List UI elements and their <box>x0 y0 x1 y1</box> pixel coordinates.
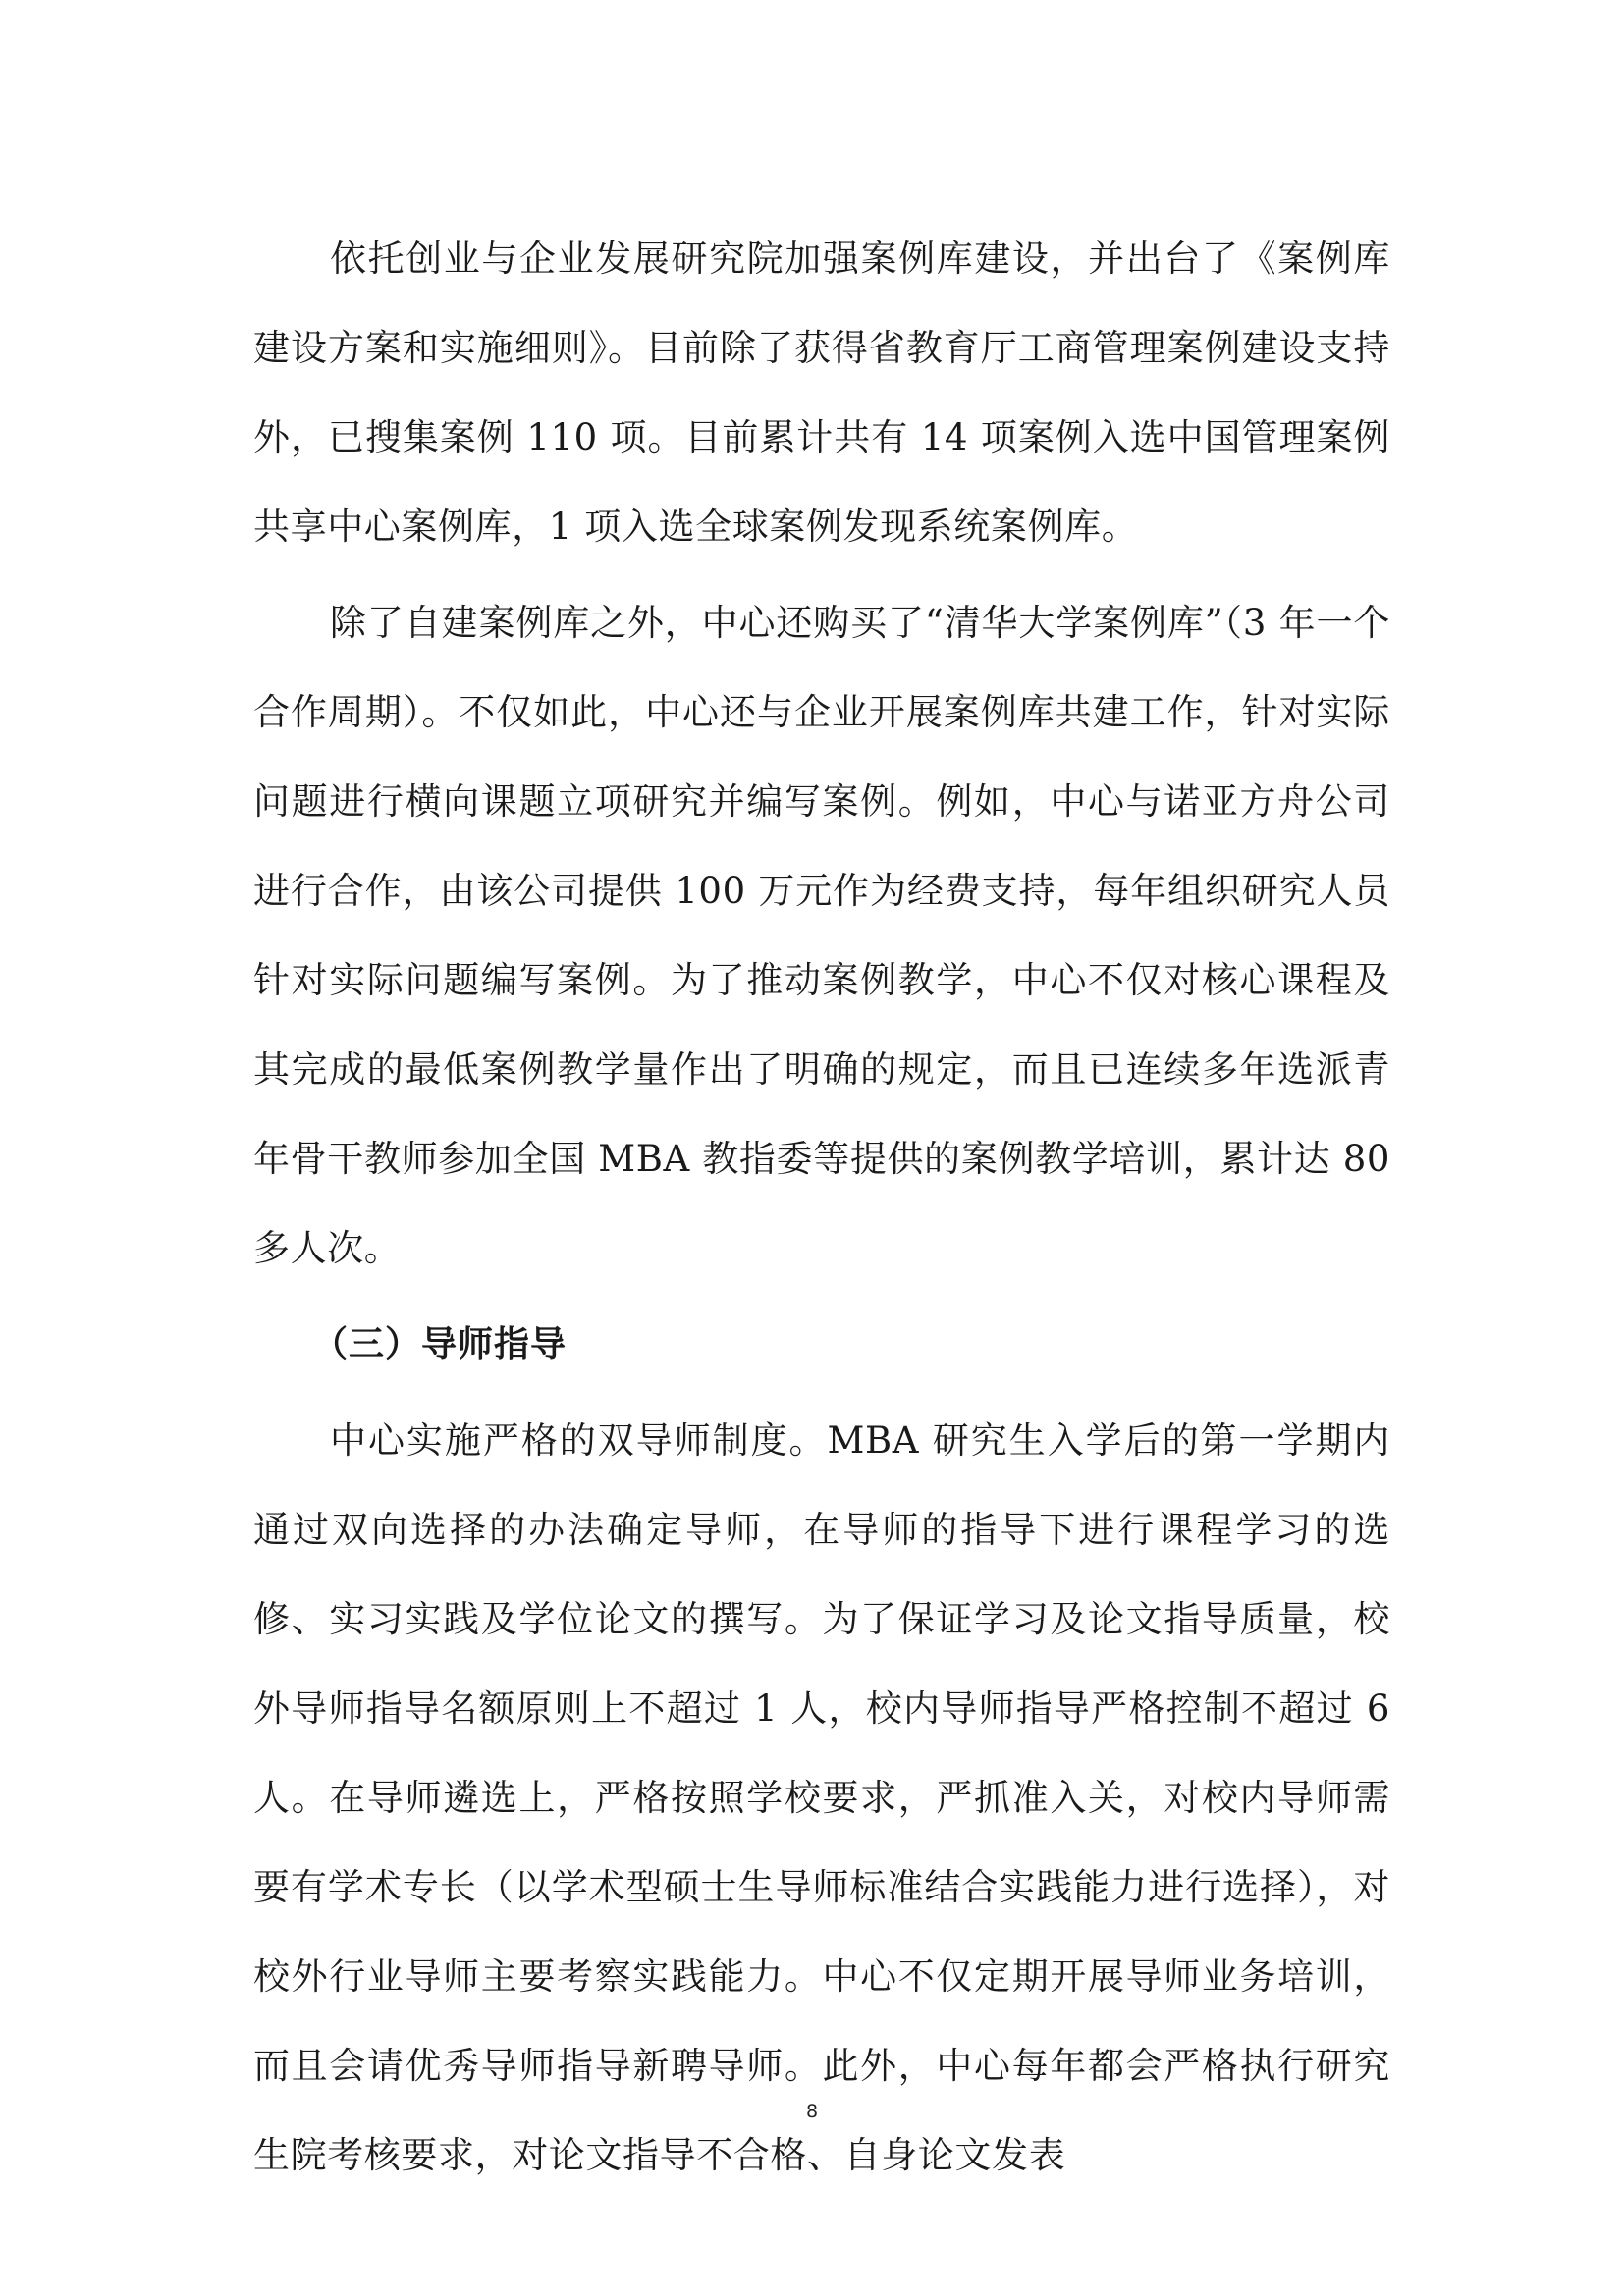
paragraph-case-cooperation: 除了自建案例库之外，中心还购买了“清华大学案例库”（3 年一个合作周期）。不仅如此，中心还与企业开展案例库共建工作，针对实际问题进行横向课题立项研究并编写案例。例如，中心与诺亚方舟公司进行合作，由该公司提供 100 万元作为经费支持，每年组织研究人员针对实际问题编写案例。为了推动案例教学，中心不仅对核心课程及其完成的最低案例教学量作出了明确的规定，而且已连续多年选派青年骨干教师参加全国 MBA 教指委等提供的案例教学培训，累计达 80 多人次。 <box>253 602 1390 1269</box>
paragraph-case-library: 依托创业与企业发展研究院加强案例库建设，并出台了《案例库建设方案和实施细则》。目前除了获得省教育厅工商管理案例建设支持外，已搜集案例 110 项。目前累计共有 14 项案例入选中国管理案例共享中心案例库，1 项入选全球案例发现系统案例库。 <box>253 238 1390 548</box>
section-heading-mentor: （三）导师指导 <box>312 1324 568 1364</box>
paragraph-mentor-system: 中心实施严格的双导师制度。MBA 研究生入学后的第一学期内通过双向选择的办法确定导师，在导师的指导下进行课程学习的选修、实习实践及学位论文的撰写。为了保证学习及论文指导质量，校外导师指导名额原则上不超过 1 人，校内导师指导严格控制不超过 6 人。在导师遴选上，严格按照学校要求，严抓准入关，对校内导师需要有学术专长（以学术型硕士生导师标准结合实践能力进行选择），对校外行业导师主要考察实践能力。中心不仅定期开展导师业务培训，而且会请优秀导师指导新聘导师。此外，中心每年都会严格执行研究生院考核要求，对论文指导不合格、自身论文发表 <box>253 1419 1390 2176</box>
page-body <box>253 214 1390 2207</box>
page-number: 8 <box>805 2101 819 2122</box>
